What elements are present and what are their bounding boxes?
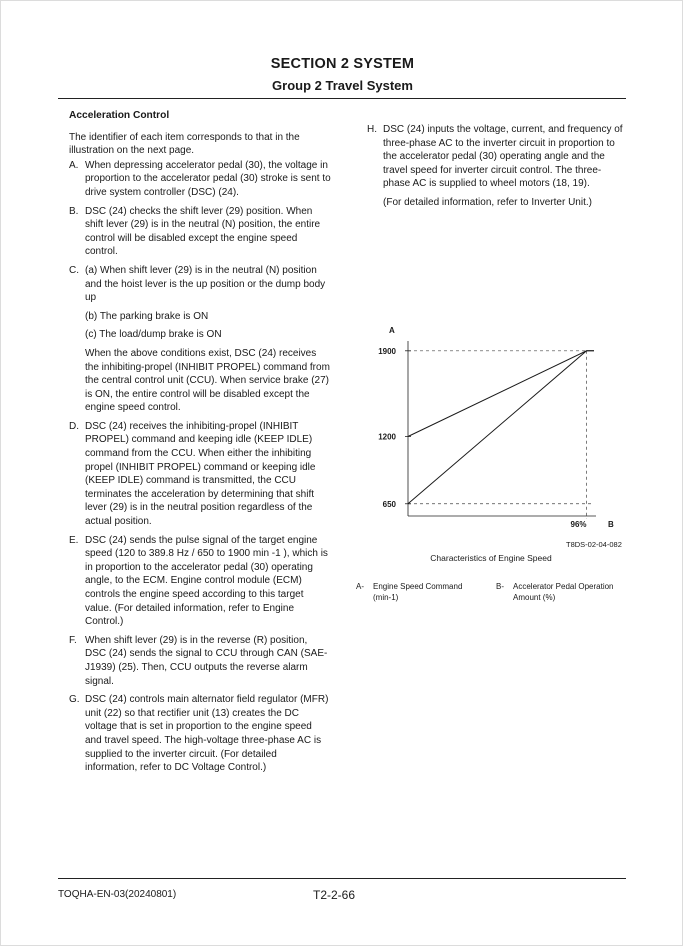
legend-unit-a: (min-1) bbox=[373, 593, 399, 602]
x-axis-letter: B bbox=[608, 520, 614, 529]
item-marker: B. bbox=[69, 205, 79, 217]
heading-acceleration-control: Acceleration Control bbox=[69, 110, 170, 121]
list-item-c bbox=[69, 264, 331, 305]
item-text: (a) When shift lever (29) is in the neutral (N) position and the hoist lever is the up position or the dump body up bbox=[85, 264, 326, 304]
list-item-h bbox=[367, 123, 625, 191]
x-tick-label-96pct: 96% bbox=[570, 520, 587, 529]
list-item-b bbox=[69, 205, 331, 259]
document-code: TOQHA-EN-03(20240801) bbox=[58, 889, 177, 900]
right-column bbox=[367, 123, 625, 210]
item-marker: G. bbox=[69, 694, 80, 706]
sub-paragraph: When the above conditions exist, DSC (24) receives the inhibiting-propel (INHIBIT PROPEL) command from the central control unit (CCU). When service brake (27) is ON, the entire control will be disabled except the engine speed control. bbox=[85, 347, 330, 414]
item-marker: A. bbox=[69, 159, 79, 171]
footer-rule bbox=[58, 878, 626, 879]
chart-title: Characteristics of Engine Speed bbox=[430, 553, 552, 563]
item-text: DSC (24) sends the pulse signal of the target engine speed (120 to 389.8 Hz / 650 to 1900 min -1 ), which is in proportion to the accelerator pedal (30) operating angle, to the ECM. Engine control module (ECM) controls the engine speed according to this target value. (For detailed information, refer to Engine Control.) bbox=[85, 534, 328, 628]
legend-b bbox=[496, 581, 636, 603]
list-item-f bbox=[69, 634, 331, 688]
sub-item-c: (c) The load/dump brake is ON bbox=[85, 329, 222, 341]
item-text: DSC (24) controls main alternator field regulator (MFR) unit (22) so that rectifier unit (13) creates the DC voltage that is set in proportion to the engine speed and travel speed. The high-voltage three-phase AC is supplied to the inverter circuit. (For detailed information, refer to DC Voltage Control.) bbox=[85, 694, 329, 774]
legend-unit-b: Amount (%) bbox=[513, 593, 556, 602]
chart-marks bbox=[378, 347, 594, 529]
y-tick-label-1900: 1900 bbox=[378, 346, 396, 356]
legend-a bbox=[356, 581, 476, 603]
legend-key-a: A- bbox=[356, 582, 364, 591]
item-marker: D. bbox=[69, 420, 79, 432]
list-item-e bbox=[69, 534, 331, 629]
item-text: DSC (24) inputs the voltage, current, and frequency of three-phase AC to the inverter circuit in proportion to the accelerator pedal (30) operating angle and the travel speed for inverter circuit control. The three-phase AC is supplied to wheel motors (18, 19). bbox=[383, 124, 623, 190]
page-number: T2-2-66 bbox=[313, 888, 356, 902]
item-text: DSC (24) checks the shift lever (29) position. When shift lever (29) is in the neutral (N) position, the entire control will be disabled except the engine speed control. bbox=[85, 205, 321, 258]
item-marker: C. bbox=[69, 264, 79, 276]
reference-note: (For detailed information, refer to Inverter Unit.) bbox=[383, 196, 592, 208]
legend-label-a: Engine Speed Command bbox=[373, 582, 463, 591]
intro-paragraph: The identifier of each item corresponds to that in the illustration on the next page. bbox=[69, 131, 300, 157]
legend-label-b: Accelerator Pedal Operation bbox=[513, 582, 614, 591]
legend-key-b: B- bbox=[496, 582, 504, 591]
sub-item-b: (b) The parking brake is ON bbox=[85, 310, 209, 322]
chart-svg bbox=[356, 319, 636, 549]
left-column bbox=[69, 109, 331, 780]
y-axis-letter: A bbox=[389, 326, 395, 335]
y-tick-label-1200: 1200 bbox=[378, 432, 396, 442]
series-line-2 bbox=[408, 351, 594, 504]
section-title: SECTION 2 SYSTEM bbox=[270, 56, 415, 72]
y-tick-label-650: 650 bbox=[382, 499, 396, 509]
figure-id: T8DS-02-04-082 bbox=[566, 540, 622, 549]
item-marker: H. bbox=[367, 124, 377, 135]
list-item-d bbox=[69, 420, 331, 529]
item-text: DSC (24) receives the inhibiting-propel (INHIBIT PROPEL) command and keeping idle (KEEP IDLE) command from the CCU. When either the inhibiting propel (INHIBIT PROPEL) command or keeping idle (KEEP IDLE) command is transmitted, the CCU terminates the acceleration by determining that shift lever (29) is in the neutral position regardless of the actual position. bbox=[85, 420, 316, 528]
list-item-g bbox=[69, 693, 331, 775]
item-marker: E. bbox=[69, 534, 79, 546]
group-title: Group 2 Travel System bbox=[272, 78, 413, 93]
item-text: When depressing accelerator pedal (30), the voltage in proportion to the accelerator pedal (30) stroke is sent to drive system controller (DSC) (24). bbox=[85, 159, 331, 198]
header-rule bbox=[58, 98, 626, 99]
item-marker: F. bbox=[69, 634, 77, 646]
engine-speed-chart bbox=[356, 319, 636, 619]
list-item-a bbox=[69, 159, 331, 200]
item-text: When shift lever (29) is in the reverse (R) position, DSC (24) sends the signal to CCU through CAN (SAE-J1939) (25). Then, CCU outputs the reverse alarm signal. bbox=[85, 634, 328, 687]
